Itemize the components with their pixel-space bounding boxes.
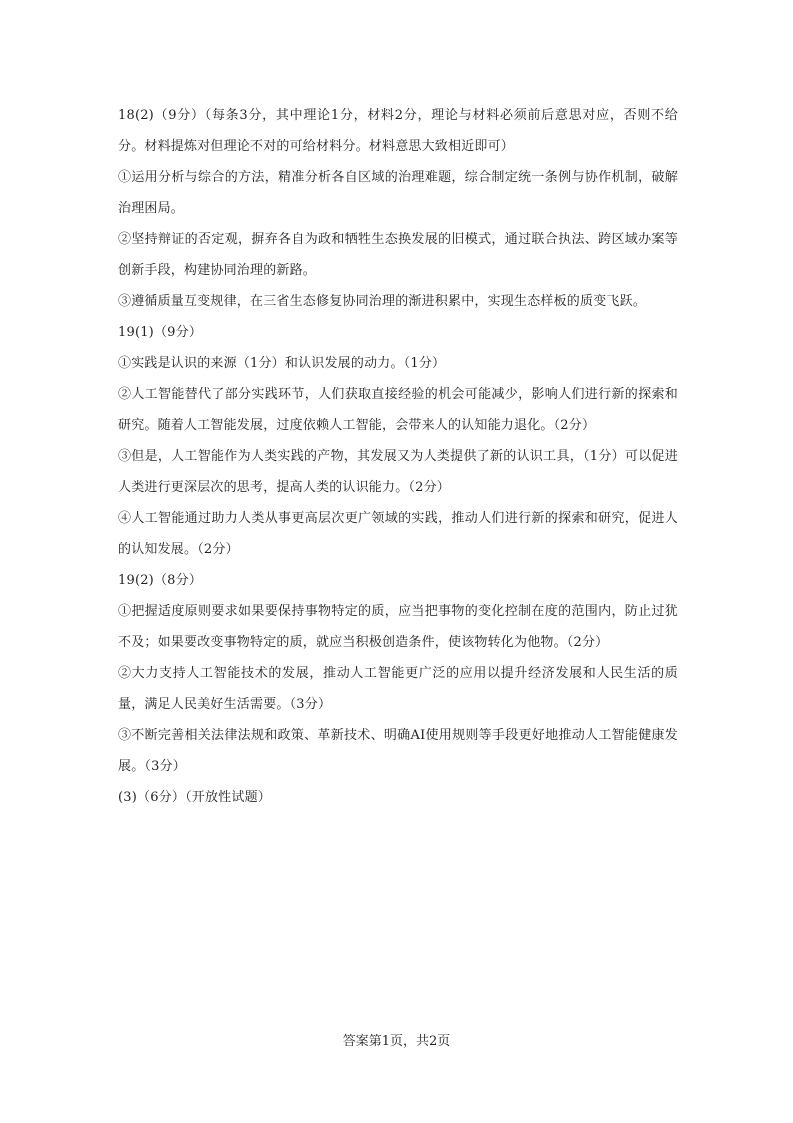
answer-19-2-point-1: ①把握适度原则要求如果要保持事物特定的质，应当把事物的变化控制在度的范围内，防止过犹不及；如果要改变事物特定的质，就应当积极创造条件，使该物转化为他物。（2分） (118, 604, 678, 650)
answer-18-2-point-3: ③遵循质量互变规律，在三省生态修复协同治理的渐进积累中，实现生态样板的质变飞跃。 (118, 294, 647, 309)
answer-19-1-point-1: ①实践是认识的来源（1分）和认识发展的动力。（1分） (118, 356, 446, 371)
answer-18-2-point-1: ①运用分析与综合的方法，精准分析各自区域的治理难题，综合制定统一条例与协作机制，破解治理困局。 (118, 170, 678, 216)
answer-19-1-point-3: ③但是，人工智能作为人类实践的产物，其发展又为人类提供了新的认识工具，（1分）可以促进人类进行更深层次的思考，提高人类的认识能力。（2分） (118, 449, 678, 495)
answer-18-2-point-2: ②坚持辩证的否定观，摒弃各自为政和牺牲生态换发展的旧模式，通过联合执法、跨区域办案等创新手段，构建协同治理的新路。 (118, 232, 678, 278)
page-footer: 答案第1页，共2页 (342, 1034, 451, 1049)
answer-18-2-header: 18(2)（9分）（每条3分，其中理论1分，材料2分，理论与材料必须前后意思对应，否则不给分。材料提炼对但理论不对的可给材料分。材料意思大致相近即可） (118, 108, 678, 154)
answer-19-1-point-2: ②人工智能替代了部分实践环节，人们获取直接经验的机会可能减少，影响人们进行新的探索和研究。随着人工智能发展，过度依赖人工智能，会带来人的认知能力退化。（2分） (118, 387, 678, 433)
answer-19-2-point-2: ②大力支持人工智能技术的发展，推动人工智能更广泛的应用以提升经济发展和人民生活的质量，满足人民美好生活需要。（3分） (118, 666, 678, 712)
answer-19-1-point-4: ④人工智能通过助力人类从事更高层次更广领域的实践，推动人们进行新的探索和研究，促进人的认知发展。（2分） (118, 511, 678, 557)
answer-content (118, 100, 678, 813)
answer-19-3-header: (3)（6分）（开放性试题） (118, 790, 271, 805)
answer-19-1-header: 19(1)（9分） (118, 325, 203, 340)
answer-19-2-header: 19(2)（8分） (118, 573, 203, 588)
answer-19-2-point-3: ③不断完善相关法律法规和政策、革新技术、明确AI使用规则等手段更好地推动人工智能健康发展。（3分） (118, 728, 678, 774)
